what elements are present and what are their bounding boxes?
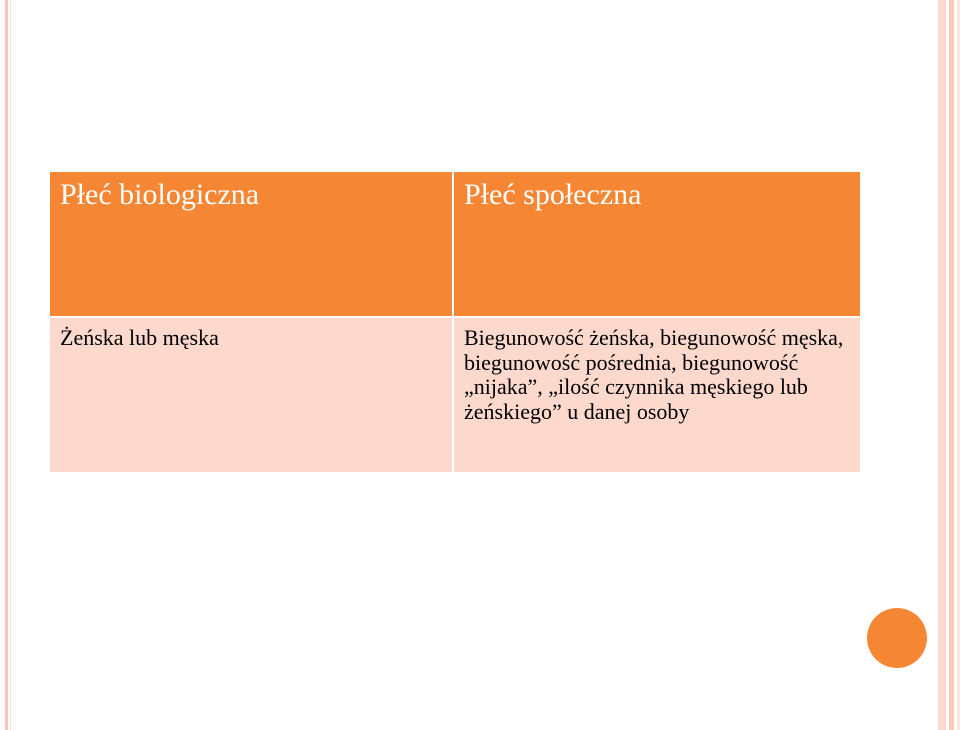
cell-social-gender-value: Biegunowość żeńska, biegunowość męska, biegunowość pośrednia, biegunowość „nijaka”, „ilość czynnika męskiego lub żeńskiego” u danej osoby <box>453 317 861 473</box>
header-biological-sex: Płeć biologiczna <box>49 171 453 317</box>
cell-biological-sex-value: Żeńska lub męska <box>49 317 453 473</box>
table-row <box>49 317 861 473</box>
left-border-line-thin <box>10 0 11 730</box>
comparison-table <box>48 170 862 474</box>
decorative-circle <box>867 608 927 668</box>
table-header-row <box>49 171 861 317</box>
right-border-band <box>949 0 954 730</box>
left-border-line <box>5 0 8 730</box>
header-social-gender: Płeć społeczna <box>453 171 861 317</box>
right-border-band <box>938 0 946 730</box>
